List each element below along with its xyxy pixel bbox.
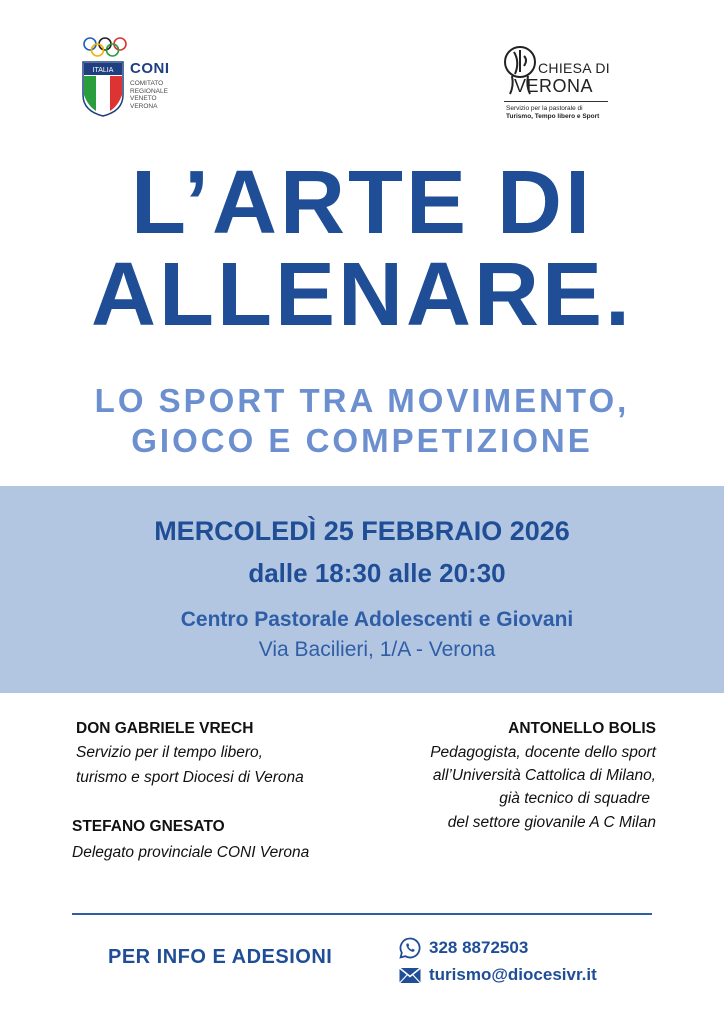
olympic-rings-icon (82, 36, 128, 58)
italia-shield-icon (82, 61, 124, 117)
subtitle-line2: GIOCO E COMPETIZIONE (131, 422, 593, 459)
main-title-line2: ALLENARE. (91, 245, 633, 345)
subtitle-line1: LO SPORT TRA MOVIMENTO, (94, 382, 630, 419)
main-title-line1: L’ARTE DI (130, 153, 593, 253)
info-label: PER INFO E ADESIONI (108, 946, 333, 968)
event-address: Via Bacilieri, 1/A - Verona (258, 638, 496, 661)
speaker-role: Delegato provinciale CONI Verona (72, 844, 310, 861)
phone-number: 328 8872503 (429, 938, 529, 957)
speaker-name: STEFANO GNESATO (72, 818, 225, 835)
envelope-icon (398, 963, 422, 987)
whatsapp-icon (398, 936, 422, 960)
event-time: dalle 18:30 alle 20:30 (248, 558, 506, 588)
speaker-name: DON GABRIELE VRECH (76, 720, 254, 737)
coni-logo (82, 36, 192, 120)
shield-label: ITALIA (92, 67, 114, 74)
speaker-role: Servizio per il tempo libero, (76, 744, 263, 761)
event-date: MERCOLEDÌ 25 FEBBRAIO 2026 (154, 516, 570, 546)
speaker-name: ANTONELLO BOLIS (508, 720, 656, 737)
chiesa-rule (504, 101, 608, 102)
speaker-role: già tecnico di squadre (499, 790, 650, 807)
coni-name: CONI (130, 60, 170, 77)
event-info-band (0, 486, 724, 693)
speaker-role: del settore giovanile A C Milan (447, 814, 656, 831)
event-venue: Centro Pastorale Adolescenti e Giovani (180, 608, 574, 631)
chiesa-sub2: Turismo, Tempo libero e Sport (506, 113, 600, 120)
email-address: turismo@diocesivr.it (429, 965, 597, 984)
chiesa-sub1: Servizio per la pastorale di (506, 105, 583, 112)
chiesa-line1: CHIESA DI (538, 60, 610, 76)
chiesa-di-verona-logo (502, 42, 642, 132)
speaker-role: all’Università Cattolica di Milano, (432, 767, 656, 784)
divider (72, 913, 652, 915)
speaker-role: turismo e sport Diocesi di Verona (76, 769, 304, 786)
speaker-role: Pedagogista, docente dello sport (430, 744, 656, 761)
coni-subtitle: COMITATO REGIONALE VENETO VERONA (130, 80, 168, 110)
chiesa-line2: VERONA (514, 76, 594, 96)
